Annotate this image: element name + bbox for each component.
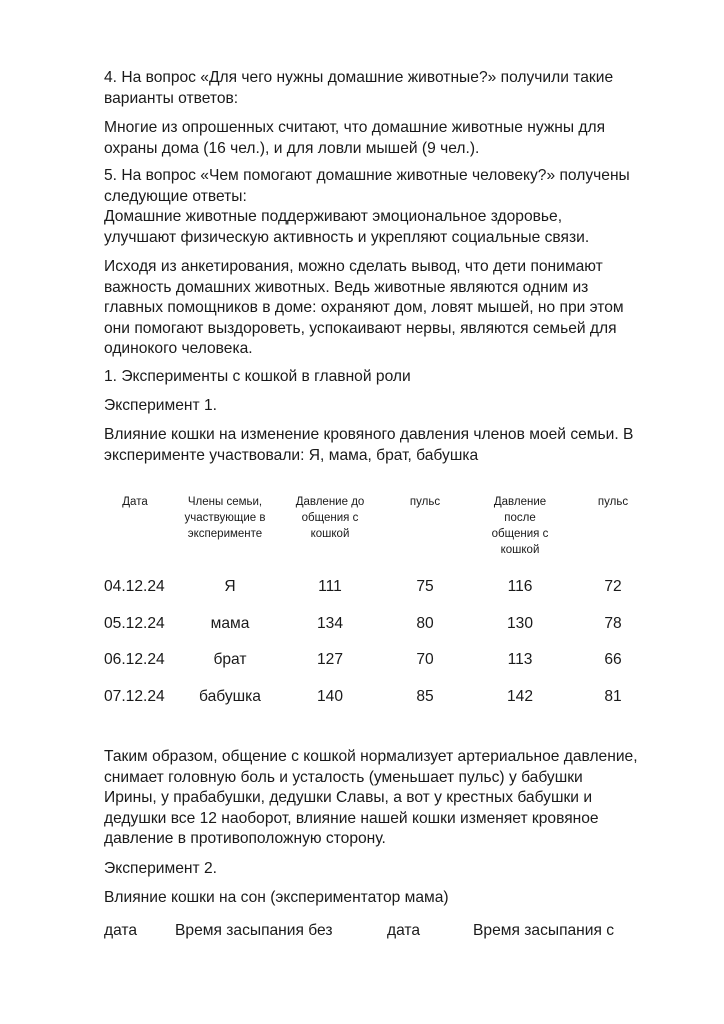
text-line: Эксперимент 2. (104, 860, 217, 877)
table-cell: 81 (604, 688, 622, 705)
header-line: Давление до (295, 496, 365, 508)
text-line: главных помощников в доме: охраняют дом, ловят мышей, но при этом (104, 299, 624, 316)
text-line: снимает головную боль и усталость (уменьшает пульс) у бабушки (104, 768, 583, 786)
table-cell: 111 (318, 578, 342, 595)
text-line: Ирины, у прабабушки, дедушки Славы, а вот у крестных бабушки и (104, 789, 593, 806)
table-cell: 134 (316, 615, 344, 632)
header-line: Давление (493, 496, 547, 508)
exp2-title (104, 859, 664, 880)
conclusion-paragraph (104, 257, 664, 360)
table-cell: 72 (604, 578, 622, 595)
table-header-pressure-before (280, 494, 380, 542)
header-line: кошкой (310, 528, 350, 540)
table-cell: 66 (604, 651, 622, 668)
table-header-pulse-before (385, 494, 465, 510)
header-line: кошкой (500, 544, 540, 556)
sleep-table-header-date-2: дата (387, 922, 421, 939)
header-line: Дата (122, 496, 148, 508)
exp1-description (104, 425, 664, 466)
text-line: Домашние животные поддерживают эмоциональное здоровье, (104, 208, 563, 225)
text-line: Влияние кошки на изменение кровяного давления членов моей семьи. В (104, 426, 634, 443)
text-line: Таким образом, общение с кошкой нормализует артериальное давление, (104, 748, 638, 765)
text-line: давление в противоположную сторону. (104, 830, 386, 847)
text-line: дедушки все 12 наоборот, влияние нашей кошки изменяет кровяное (104, 809, 599, 827)
text-line: 5. На вопрос «Чем помогают домашние животные человеку?» получены (104, 167, 630, 184)
q5-paragraph (104, 166, 664, 248)
q4-paragraph (104, 68, 664, 109)
table-cell: 116 (507, 578, 533, 595)
header-line: после (504, 512, 536, 524)
text-line: одинокого человека. (104, 340, 253, 357)
table-cell: 130 (506, 615, 534, 632)
exp2-description (104, 888, 664, 909)
header-line: пульс (597, 496, 629, 508)
text-line: эксперименте участвовали: Я, мама, брат, бабушка (104, 446, 479, 464)
table-cell: брат (213, 651, 247, 668)
text-line: следующие ответы: (104, 187, 247, 205)
exp1-title (104, 396, 664, 417)
text-line: важность домашних животных. Ведь животные являются одним из (104, 278, 589, 296)
table-cell: мама (210, 615, 250, 632)
header-line: общения с (491, 528, 549, 540)
text-line: они помогают выздороветь, успокаивают нервы, являются семьей для (104, 319, 617, 337)
text-line: 4. На вопрос «Для чего нужны домашние животные?» получили такие (104, 69, 614, 86)
text-line: улучшают физическую активность и укрепляют социальные связи. (104, 228, 590, 246)
table-cell: 70 (416, 651, 434, 668)
table-cell: 75 (416, 578, 434, 595)
header-line: пульс (409, 496, 441, 508)
header-line: общения с (301, 512, 359, 524)
table-cell: 80 (416, 615, 434, 632)
header-line: Члены семьи, (187, 496, 263, 508)
table-cell: 04.12.24 (104, 578, 165, 595)
table-cell: 05.12.24 (104, 615, 165, 632)
table-header-pulse-after (573, 494, 653, 510)
table-header-pressure-after (470, 494, 570, 558)
text-line: Влияние кошки на сон (экспериментатор мама) (104, 889, 449, 906)
sleep-table-header-time-with: Время засыпания с (473, 922, 615, 939)
q4-answer-paragraph (104, 118, 664, 159)
text-line: Исходя из анкетирования, можно сделать вывод, что дети понимают (104, 258, 603, 275)
text-line: охраны дома (16 чел.), и для ловли мышей (9 чел.). (104, 139, 480, 157)
header-line: эксперименте (187, 528, 263, 540)
table-cell: 113 (507, 651, 533, 668)
table-cell: 142 (506, 688, 534, 705)
exp1-result-paragraph (104, 747, 664, 850)
sleep-table-header-date: дата (104, 922, 138, 939)
table-cell: 85 (416, 688, 434, 705)
table-cell: 06.12.24 (104, 651, 165, 668)
text-line: варианты ответов: (104, 89, 239, 107)
text-line: Многие из опрошенных считают, что домашние животные нужны для (104, 119, 606, 136)
table-cell: 127 (316, 651, 344, 668)
sleep-table-header-time-without: Время засыпания без (175, 922, 333, 939)
section1-heading (104, 367, 664, 388)
header-line: участвующие в (184, 512, 266, 524)
text-line: 1. Эксперименты с кошкой в главной роли (104, 368, 411, 385)
text-line: Эксперимент 1. (104, 397, 217, 414)
table-cell: 78 (604, 615, 622, 632)
table-header-members (170, 494, 280, 542)
table-header-date (105, 494, 165, 510)
table-cell: бабушка (199, 688, 261, 705)
table-cell: Я (224, 578, 236, 595)
table-cell: 140 (316, 688, 344, 705)
table-cell: 07.12.24 (104, 688, 165, 705)
